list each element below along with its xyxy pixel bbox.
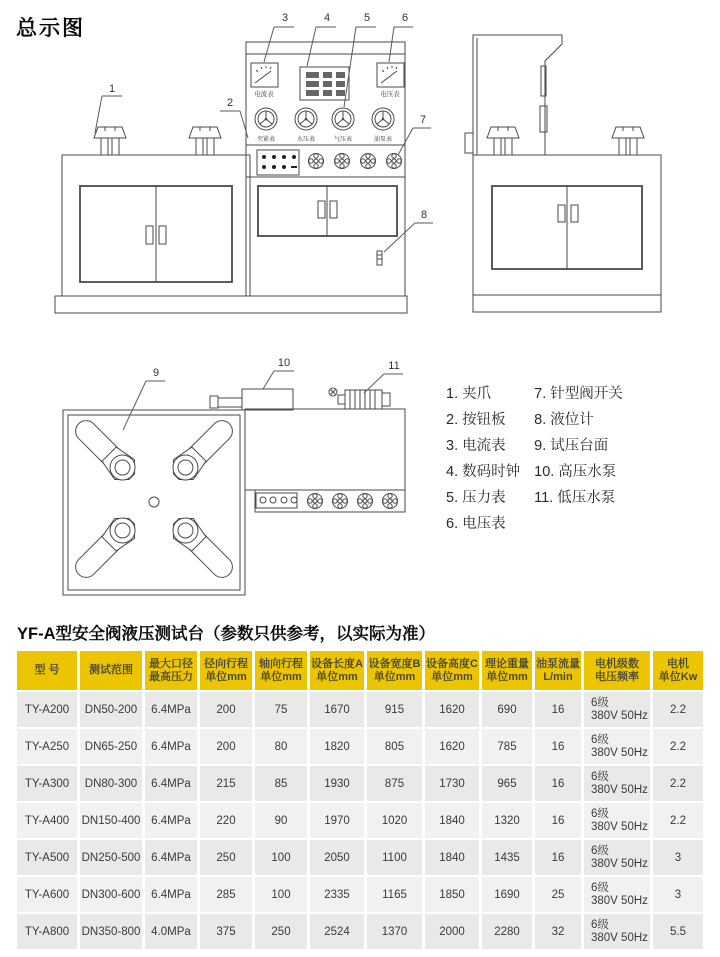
pressure-gauge	[332, 108, 354, 130]
table-row	[17, 877, 703, 912]
column-header: 油泵流量 L/min	[535, 651, 581, 690]
column-header: 理论重量 单位mm	[482, 651, 532, 690]
gauge-label: 夹紧表	[256, 137, 276, 143]
table-cell: 1820	[310, 729, 364, 764]
legend-col2	[534, 381, 623, 537]
legend-item: 3. 电流表	[446, 438, 506, 454]
clamp-jaw	[94, 127, 126, 155]
table-cell: TY-A250	[17, 729, 77, 764]
table-cell: 5.5	[653, 914, 703, 949]
clamp-arm	[69, 414, 142, 487]
table-cell: 2280	[482, 914, 532, 949]
table-cell: 6级 380V 50Hz	[584, 840, 650, 875]
table-cell: 2.2	[653, 803, 703, 838]
column-header: 电机 单位Kw	[653, 651, 703, 690]
table-cell: 965	[482, 766, 532, 801]
legend-item: 5. 压力表	[446, 490, 506, 506]
legend-item: 2. 按钮板	[446, 412, 506, 428]
needle-valve	[335, 154, 350, 169]
table-cell: 1320	[482, 803, 532, 838]
table-cell: DN65-250	[80, 729, 142, 764]
table-cell: 3	[653, 877, 703, 912]
needle-valve	[387, 154, 402, 169]
clamp-jaw	[189, 127, 221, 155]
table-cell: 1165	[367, 877, 422, 912]
clamp-jaw	[487, 127, 519, 155]
callout-6: 6	[401, 12, 409, 24]
column-header: 电机级数 电压频率	[584, 651, 650, 690]
pressure-gauge	[255, 108, 277, 130]
clamp-arm	[69, 511, 142, 584]
callout-10: 10	[277, 357, 291, 369]
valve-knob	[333, 494, 348, 509]
table-cell: 1970	[310, 803, 364, 838]
table-cell: 6级 380V 50Hz	[584, 692, 650, 727]
gauge-label: 气压表	[333, 137, 353, 143]
legend-item: 7. 针型阀开关	[534, 386, 623, 402]
table-cell: 85	[255, 766, 307, 801]
table-cell: 6级 380V 50Hz	[584, 729, 650, 764]
table-cell: 1435	[482, 840, 532, 875]
table-cell: 1930	[310, 766, 364, 801]
gauge-label: 水压表	[296, 137, 316, 143]
table-cell: TY-A600	[17, 877, 77, 912]
table-cell: 805	[367, 729, 422, 764]
digital-clock	[300, 67, 349, 100]
table-cell: 3	[653, 840, 703, 875]
table-cell: 1620	[425, 692, 479, 727]
door-handle	[571, 205, 578, 222]
table-cell: 1840	[425, 803, 479, 838]
top-view	[63, 388, 405, 595]
table-cell: 2524	[310, 914, 364, 949]
table-cell: 6级 380V 50Hz	[584, 766, 650, 801]
gauge-label: 油泵表	[373, 137, 393, 143]
callout-7: 7	[419, 114, 427, 126]
table-cell: 690	[482, 692, 532, 727]
legend	[446, 381, 623, 537]
table-cell: 1840	[425, 840, 479, 875]
door-handle	[146, 226, 153, 244]
column-header: 测试范围	[80, 651, 142, 690]
table-cell: 16	[535, 766, 581, 801]
table-cell: DN150-400	[80, 803, 142, 838]
door-handle	[558, 205, 565, 222]
legend-item: 9. 试压台面	[534, 438, 609, 454]
legend-item: 1. 夹爪	[446, 386, 492, 402]
door-handle	[318, 201, 325, 218]
table-cell: 6.4MPa	[145, 692, 197, 727]
table-row	[17, 914, 703, 949]
column-header: 径向行程 单位mm	[200, 651, 252, 690]
column-header: 设备长度A 单位mm	[310, 651, 364, 690]
legend-item: 8. 液位计	[534, 412, 594, 428]
table-cell: DN300-600	[80, 877, 142, 912]
table-cell: 250	[255, 914, 307, 949]
callout-11: 11	[388, 360, 400, 372]
table-cell: 100	[255, 877, 307, 912]
table-cell: 32	[535, 914, 581, 949]
table-cell: DN250-500	[80, 840, 142, 875]
table-cell: 200	[200, 692, 252, 727]
table-cell: 915	[367, 692, 422, 727]
clamp-arm	[166, 414, 239, 487]
table-cell: 1620	[425, 729, 479, 764]
table-cell: 1730	[425, 766, 479, 801]
table-cell: 1370	[367, 914, 422, 949]
table-cell: 80	[255, 729, 307, 764]
table-cell: 1690	[482, 877, 532, 912]
table-cell: 6级 380V 50Hz	[584, 877, 650, 912]
ammeter	[251, 63, 278, 87]
door-handle	[330, 201, 337, 218]
table-cell: 220	[200, 803, 252, 838]
legend-item: 11. 低压水泵	[534, 490, 616, 506]
table-cell: 2335	[310, 877, 364, 912]
column-header: 设备高度C 单位mm	[425, 651, 479, 690]
table-row	[17, 840, 703, 875]
table-cell: 16	[535, 840, 581, 875]
pressure-gauge	[372, 108, 394, 130]
voltmeter-label: 电压表	[380, 91, 400, 98]
table-cell: 6.4MPa	[145, 803, 197, 838]
table-cell: 2.2	[653, 692, 703, 727]
needle-valve	[309, 154, 324, 169]
side-view	[465, 35, 661, 312]
table-cell: 100	[255, 840, 307, 875]
clamp-arm	[166, 511, 239, 584]
legend-item: 10. 高压水泵	[534, 464, 617, 480]
column-header: 型 号	[17, 651, 77, 690]
button-panel	[257, 150, 299, 175]
table-cell: 785	[482, 729, 532, 764]
table-cell: 6.4MPa	[145, 877, 197, 912]
callout-3: 3	[281, 12, 289, 24]
table-cell: 16	[535, 692, 581, 727]
table-header-row	[17, 651, 703, 690]
legend-col1	[446, 381, 520, 537]
table-cell: 6级 380V 50Hz	[584, 914, 650, 949]
front-view	[55, 42, 407, 313]
table-row	[17, 729, 703, 764]
clamp-jaw	[612, 127, 644, 155]
table-cell: 75	[255, 692, 307, 727]
table-cell: DN50-200	[80, 692, 142, 727]
table-cell: 25	[535, 877, 581, 912]
table-cell: 90	[255, 803, 307, 838]
ammeter-label: 电流表	[254, 91, 274, 98]
legend-item: 4. 数码时钟	[446, 464, 521, 480]
table-cell: 1100	[367, 840, 422, 875]
table-cell: 6.4MPa	[145, 766, 197, 801]
table-row	[17, 803, 703, 838]
table-cell: DN350-800	[80, 914, 142, 949]
table-cell: 875	[367, 766, 422, 801]
valve-knob	[358, 494, 373, 509]
legend-item: 6. 电压表	[446, 516, 506, 532]
table-cell: TY-A200	[17, 692, 77, 727]
voltmeter	[377, 63, 404, 87]
table-cell: 16	[535, 803, 581, 838]
callout-8: 8	[420, 209, 428, 221]
table-cell: 4.0MPa	[145, 914, 197, 949]
callout-4: 4	[323, 12, 331, 24]
table-cell: 1850	[425, 877, 479, 912]
table-cell: 2.2	[653, 729, 703, 764]
valve-knob	[308, 494, 323, 509]
table-cell: 2.2	[653, 766, 703, 801]
table-row	[17, 692, 703, 727]
needle-valve	[361, 154, 376, 169]
callout-numbers	[109, 12, 427, 379]
table-cell: 6级 380V 50Hz	[584, 803, 650, 838]
table-cell: 285	[200, 877, 252, 912]
table-cell: 2050	[310, 840, 364, 875]
table-cell: 2000	[425, 914, 479, 949]
table-cell: 200	[200, 729, 252, 764]
callout-1: 1	[108, 83, 116, 95]
table-cell: 1020	[367, 803, 422, 838]
level-gauge	[377, 251, 382, 265]
table-cell: 1670	[310, 692, 364, 727]
low-pressure-pump	[329, 388, 390, 409]
callout-9: 9	[152, 367, 160, 379]
callout-2: 2	[226, 97, 234, 109]
high-pressure-pump	[210, 389, 293, 410]
spec-table	[14, 649, 706, 951]
column-header: 轴向行程 单位mm	[255, 651, 307, 690]
table-cell: DN80-300	[80, 766, 142, 801]
table-cell: 16	[535, 729, 581, 764]
table-cell: 6.4MPa	[145, 840, 197, 875]
valve-knob	[383, 494, 398, 509]
table-cell: TY-A800	[17, 914, 77, 949]
door-handle	[159, 226, 166, 244]
table-cell: 250	[200, 840, 252, 875]
table-cell: 215	[200, 766, 252, 801]
table-cell: 6.4MPa	[145, 729, 197, 764]
table-cell: TY-A500	[17, 840, 77, 875]
table-cell: TY-A300	[17, 766, 77, 801]
callout-5: 5	[363, 12, 371, 24]
page-title: 总示图	[16, 17, 85, 40]
table-row	[17, 766, 703, 801]
table-cell: TY-A400	[17, 803, 77, 838]
pressure-gauge	[295, 108, 317, 130]
table-title: YF-A型安全阀液压测试台（参数只供参考，以实际为准）	[17, 625, 435, 643]
table-cell: 375	[200, 914, 252, 949]
column-header: 设备宽度B 单位mm	[367, 651, 422, 690]
column-header: 最大口径 最高压力	[145, 651, 197, 690]
